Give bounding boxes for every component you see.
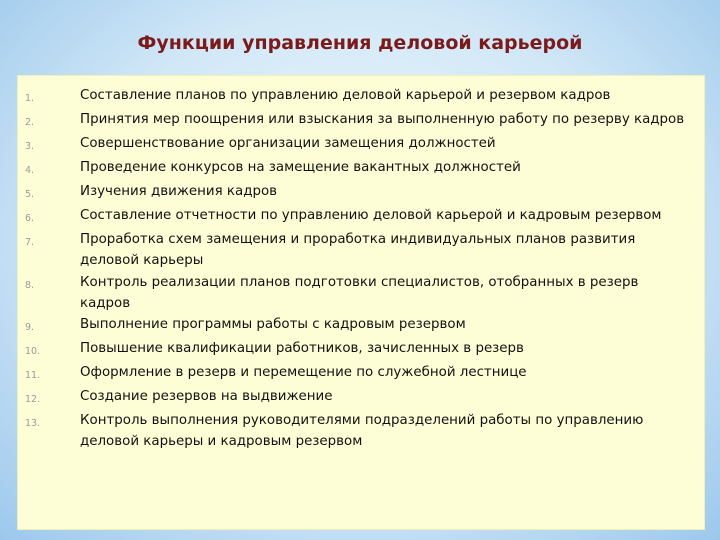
list-item-number: 9. xyxy=(25,322,35,334)
content-panel xyxy=(17,75,705,530)
list-item-text: Составление планов по управлению деловой карьерой и резервом кадров xyxy=(80,88,611,103)
functions-list xyxy=(18,85,704,453)
list-item xyxy=(18,157,704,181)
list-item-text: Совершенствование организации замещения должностей xyxy=(80,136,496,151)
list-item-number: 3. xyxy=(25,141,35,152)
list-item-text: Составление отчетности по управлению деловой карьерой и кадровым резервом xyxy=(80,208,662,223)
list-item-text: Оформление в резерв и перемещение по служебной лестнице xyxy=(80,365,527,381)
list-item-number: 7. xyxy=(25,237,35,248)
list-item-number: 5. xyxy=(25,189,35,200)
list-item-number: 13. xyxy=(25,418,41,430)
list-item-text: Проведение конкурсов на замещение вакантных должностей xyxy=(80,160,521,175)
list-item-number: 1. xyxy=(25,93,35,104)
list-item-text: Повышение квалификации работников, зачисленных в резерв xyxy=(80,341,524,357)
list-item xyxy=(18,338,704,362)
list-item xyxy=(18,410,704,453)
list-item-number: 11. xyxy=(25,370,41,382)
list-item-text: Принятия мер поощрения или взыскания за выполненную работу по резерву кадров xyxy=(80,112,685,127)
list-item-text: Проработка схем замещения и проработка индивидуальных планов развития деловой карьеры xyxy=(80,232,636,269)
list-item xyxy=(18,386,704,410)
list-item-number: 8. xyxy=(25,279,35,291)
slide-title: Функции управления деловой карьерой xyxy=(137,32,583,54)
list-item xyxy=(18,133,704,157)
list-item-text: Изучения движения кадров xyxy=(80,184,278,199)
list-item xyxy=(18,85,704,109)
list-item xyxy=(18,272,704,315)
list-item-text: Контроль реализации планов подготовки специалистов, отобранных в резерв кадров xyxy=(80,274,639,311)
list-item-number: 12. xyxy=(25,394,41,406)
list-item xyxy=(18,181,704,205)
list-item-number: 10. xyxy=(25,346,41,358)
list-item-text: Выполнение программы работы с кадровым резервом xyxy=(80,317,466,333)
list-item xyxy=(18,314,704,338)
list-item-text: Контроль выполнения руководителями подразделений работы по управлению деловой карьеры и кадровым резервом xyxy=(80,413,644,450)
list-item xyxy=(18,229,704,272)
list-item xyxy=(18,362,704,386)
list-item-text: Создание резервов на выдвижение xyxy=(80,389,333,405)
list-item xyxy=(18,205,704,229)
list-item-number: 6. xyxy=(25,213,35,224)
list-item-number: 4. xyxy=(25,165,35,176)
list-item-number: 2. xyxy=(25,117,35,128)
list-item xyxy=(18,109,704,133)
